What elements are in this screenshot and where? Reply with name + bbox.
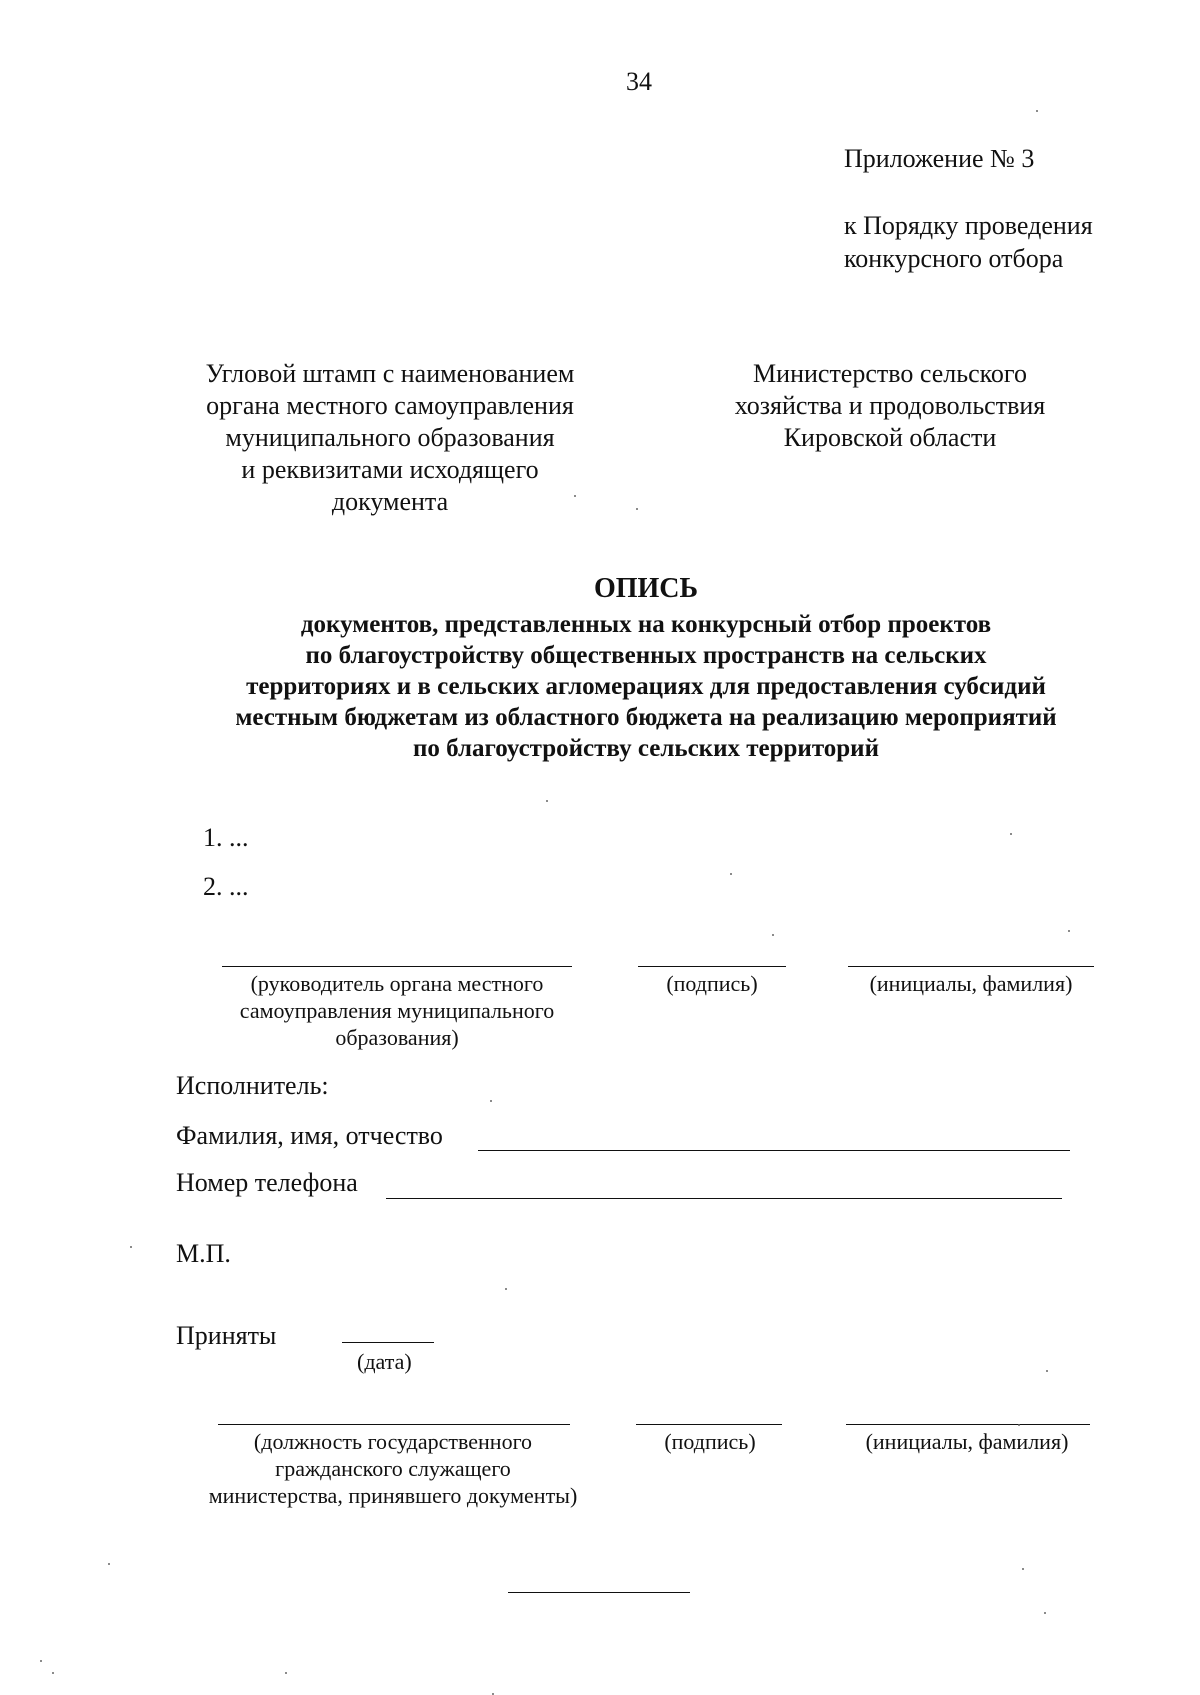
scan-speck <box>1010 833 1012 835</box>
scan-speck <box>490 1100 492 1102</box>
addressee-line: Кировской области <box>783 423 997 452</box>
list-item: 2. ... <box>203 872 249 901</box>
stamp-line: органа местного самоуправления <box>206 391 574 420</box>
appendix-reference-line-1: к Порядку проведения <box>844 211 1093 240</box>
subtitle-line: по благоустройству общественных пространств на сельских <box>305 642 987 669</box>
scan-speck <box>730 873 732 875</box>
caption-line: самоуправления муниципального <box>239 998 555 1023</box>
list-item: 1. ... <box>203 823 249 852</box>
seal-mark: М.П. <box>176 1239 231 1268</box>
document-title: ОПИСЬ <box>593 573 699 604</box>
scan-speck <box>285 1672 287 1674</box>
scan-speck <box>1018 1424 1020 1426</box>
caption-line: министерства, принявшего документы) <box>208 1483 578 1508</box>
scan-speck <box>1022 1568 1024 1570</box>
page-number: 34 <box>626 67 652 96</box>
scan-speck <box>636 508 638 510</box>
closing-separator <box>508 1592 690 1593</box>
name-caption-1: (инициалы, фамилия) <box>869 971 1073 996</box>
stamp-line: и реквизитами исходящего <box>241 455 539 484</box>
addressee-line: хозяйства и продовольствия <box>734 391 1046 420</box>
executor-phone-label: Номер телефона <box>176 1168 358 1197</box>
scan-speck <box>52 1672 54 1674</box>
scan-speck <box>1046 1370 1048 1372</box>
signature-caption-1: (подпись) <box>666 971 758 996</box>
scan-speck <box>505 1288 507 1290</box>
signature-line-position-2 <box>218 1424 570 1425</box>
subtitle-line: территориях и в сельских агломерациях для предоставления субсидий <box>246 673 1046 700</box>
signature-line-name-2 <box>846 1424 1090 1425</box>
document-subtitle <box>100 609 1192 764</box>
scan-speck <box>1068 930 1070 932</box>
subtitle-line: местным бюджетам из областного бюджета на реализацию мероприятий <box>235 704 1057 731</box>
stamp-line: муниципального образования <box>225 423 555 452</box>
scan-speck <box>574 495 576 497</box>
signature-line-sign-1 <box>638 966 786 967</box>
caption-line: образования) <box>335 1025 459 1050</box>
subtitle-line: документов, представленных на конкурсный отбор проектов <box>300 611 992 638</box>
addressee-line: Министерство сельского <box>753 359 1027 388</box>
caption-line: гражданского служащего <box>275 1456 511 1481</box>
scan-speck <box>40 1660 42 1662</box>
received-label: Приняты <box>176 1321 277 1350</box>
appendix-title: Приложение № 3 <box>844 144 1035 173</box>
scan-speck <box>772 934 774 936</box>
position-caption-1 <box>197 970 597 1051</box>
subtitle-line: по благоустройству сельских территорий <box>413 735 879 762</box>
corner-stamp-text <box>160 358 620 518</box>
scan-speck <box>130 1246 132 1248</box>
stamp-line: Угловой штамп с наименованием <box>205 359 575 388</box>
caption-line: (должность государственного <box>253 1429 533 1454</box>
executor-label: Исполнитель: <box>176 1071 329 1100</box>
position-caption-2 <box>168 1428 618 1509</box>
appendix-reference-line-2: конкурсного отбора <box>844 244 1064 273</box>
scan-speck <box>108 1563 110 1565</box>
scan-speck <box>546 800 548 802</box>
scan-speck <box>1036 110 1038 112</box>
executor-fio-field <box>478 1150 1070 1151</box>
scan-speck <box>1044 1612 1046 1614</box>
received-date-caption: (дата) <box>357 1349 412 1374</box>
signature-line-name-1 <box>848 966 1094 967</box>
name-caption-2: (инициалы, фамилия) <box>865 1429 1069 1454</box>
caption-line: (руководитель органа местного <box>250 971 544 996</box>
received-date-field <box>342 1342 434 1343</box>
signature-caption-2: (подпись) <box>664 1429 756 1454</box>
signature-line-sign-2 <box>636 1424 782 1425</box>
addressee <box>680 358 1100 454</box>
executor-fio-label: Фамилия, имя, отчество <box>176 1121 443 1150</box>
executor-phone-field <box>386 1198 1062 1199</box>
stamp-line: документа <box>331 487 449 516</box>
signature-line-position-1 <box>222 966 572 967</box>
